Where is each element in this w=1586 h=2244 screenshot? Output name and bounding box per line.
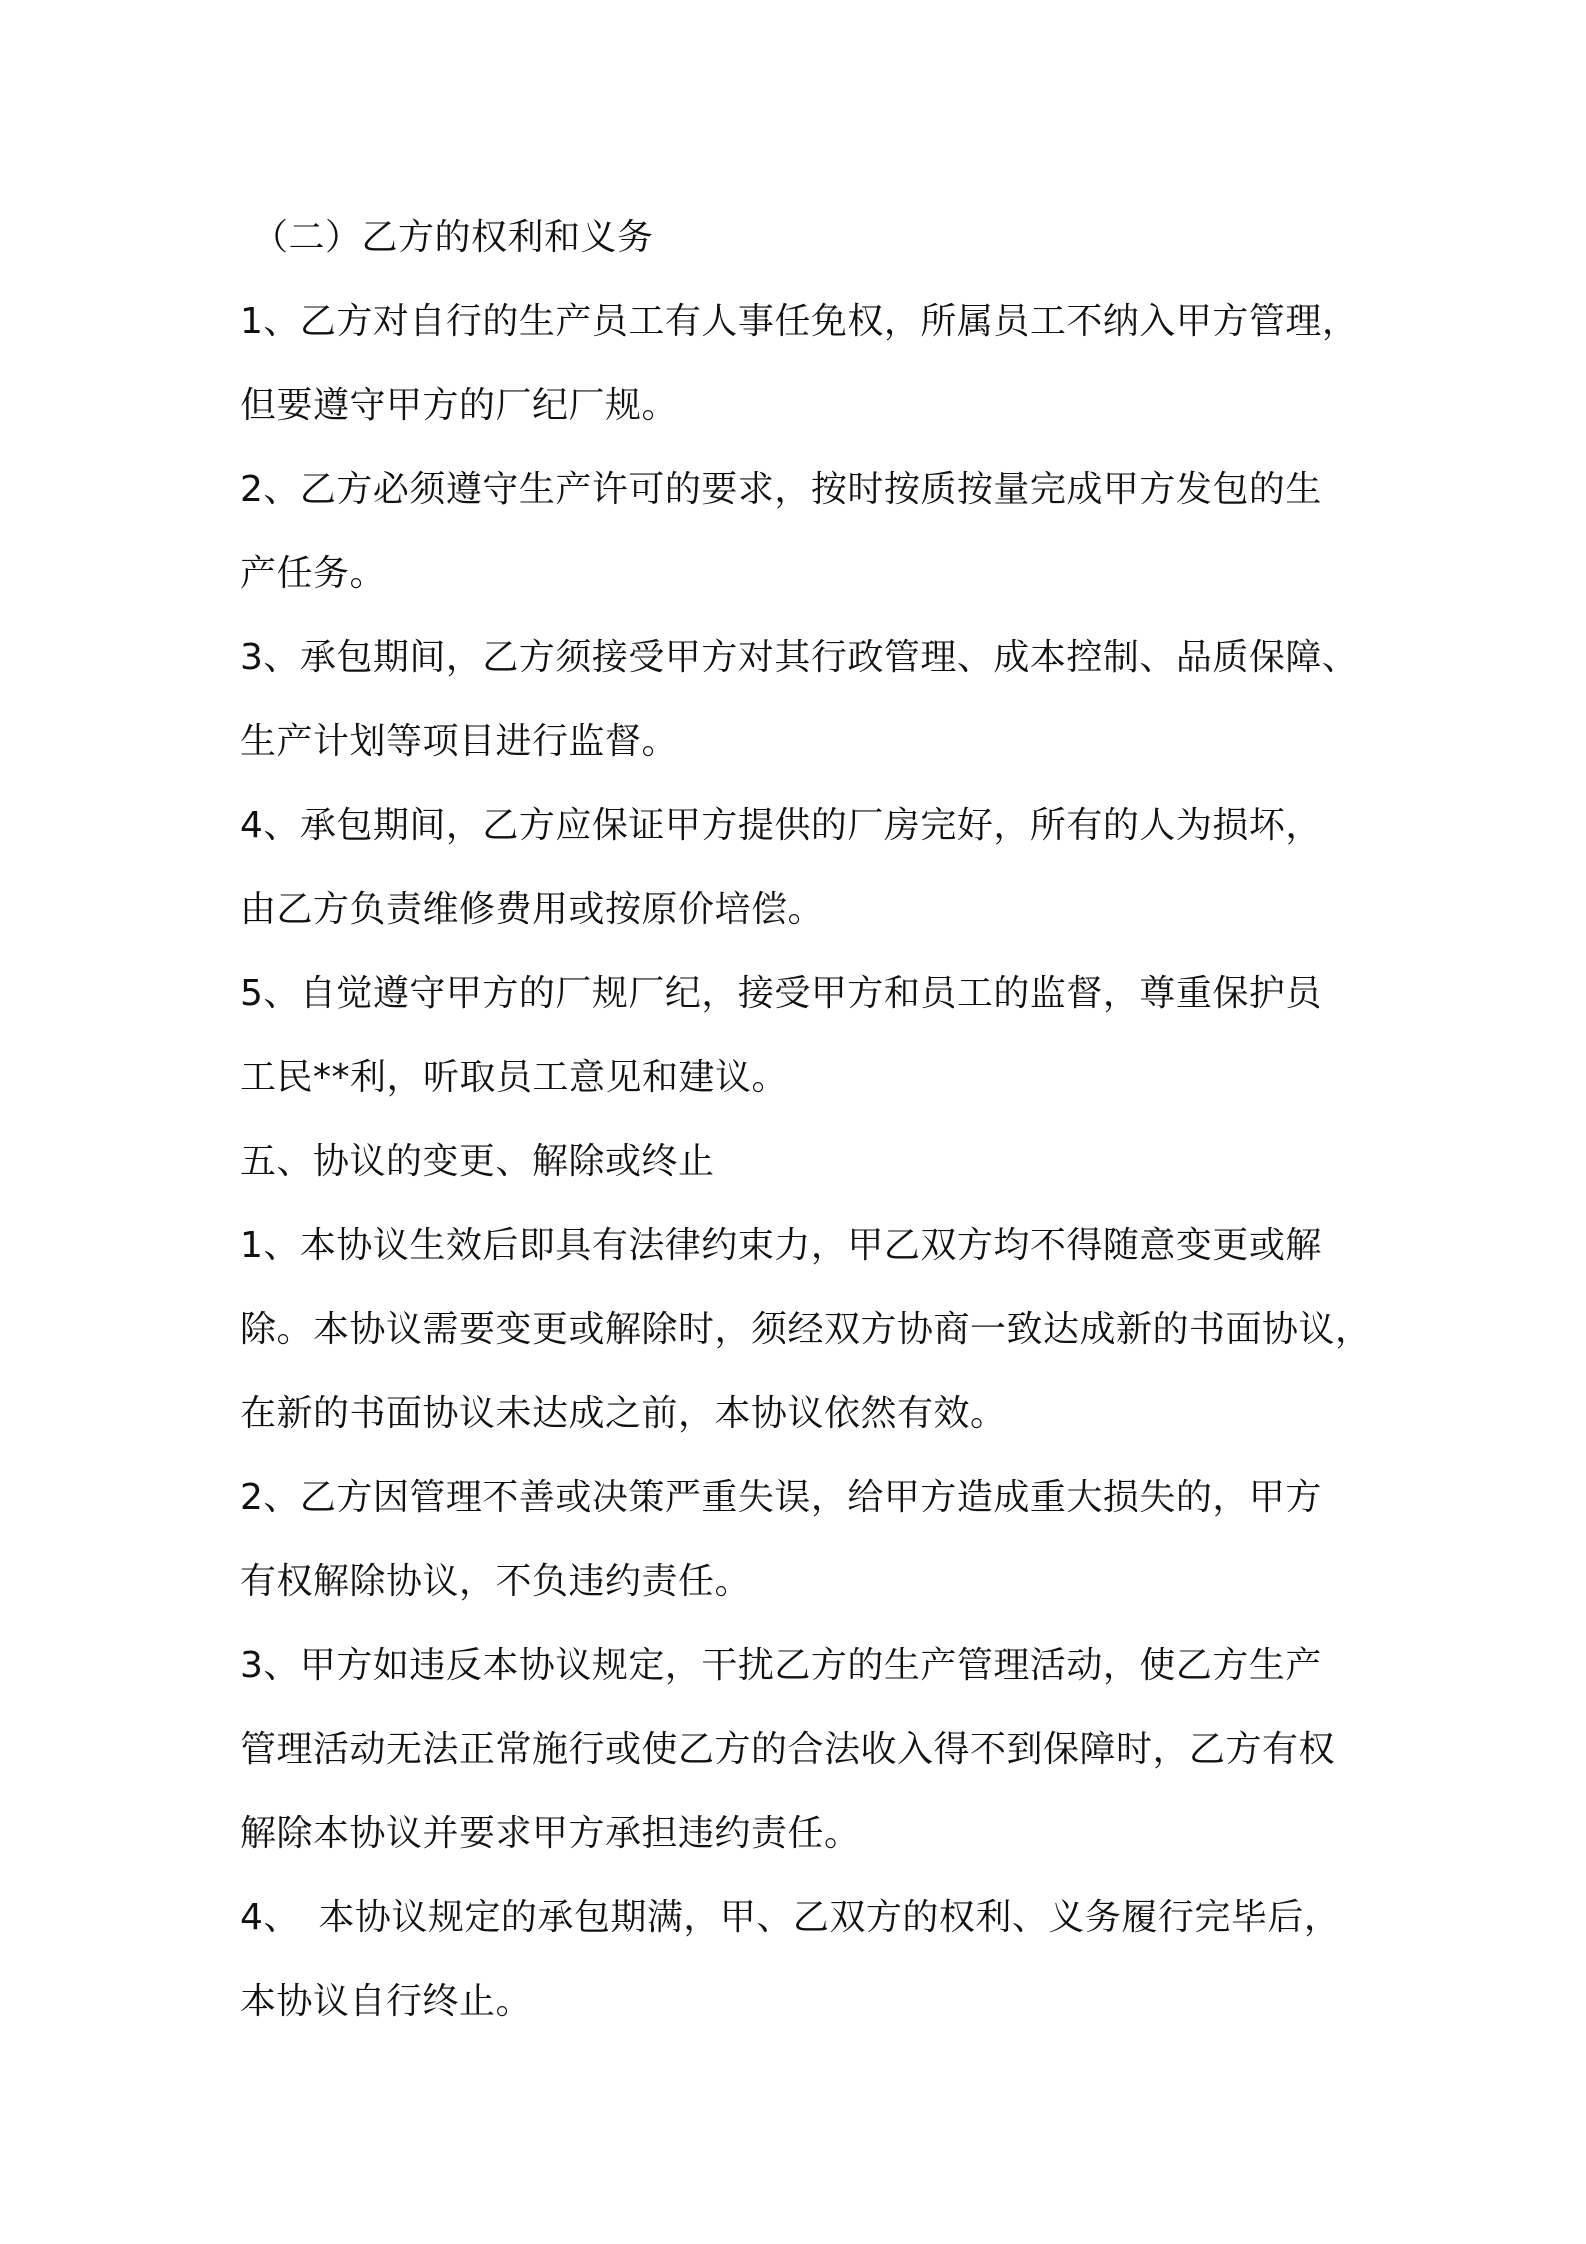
text-line: 5、自觉遵守甲方的厂规厂纪，接受甲方和员工的监督，尊重保护员 (240, 973, 1322, 1014)
text-line: 2、乙方因管理不善或决策严重失误，给甲方造成重大损失的，甲方 (240, 1477, 1322, 1518)
text-line: 工民**利，听取员工意见和建议。 (240, 1057, 789, 1098)
text-line: 生产计划等项目进行监督。 (240, 721, 679, 762)
text-line: 4、承包期间，乙方应保证甲方提供的厂房完好，所有的人为损坏， (240, 805, 1322, 846)
text-line: 产任务。 (240, 553, 387, 594)
text-line: 1、本协议生效后即具有法律约束力，甲乙双方均不得随意变更或解 (240, 1225, 1322, 1266)
text-line: 管理活动无法正常施行或使乙方的合法收入得不到保障时，乙方有权 (240, 1729, 1336, 1770)
section-heading-agreement-changes: 五、协议的变更、解除或终止 (240, 1141, 715, 1182)
text-line: 1、乙方对自行的生产员工有人事任免权，所属员工不纳入甲方管理， (240, 301, 1359, 342)
text-line: 但要遵守甲方的厂纪厂规。 (240, 385, 679, 426)
text-line: 4、 本协议规定的承包期满，甲、乙双方的权利、义务履行完毕后， (240, 1897, 1341, 1938)
text-line: 3、承包期间，乙方须接受甲方对其行政管理、成本控制、品质保障、 (240, 637, 1359, 678)
text-line: 3、甲方如违反本协议规定，干扰乙方的生产管理活动，使乙方生产 (240, 1645, 1322, 1686)
text-line: 有权解除协议，不负违约责任。 (240, 1561, 752, 1602)
document-body (240, 196, 1370, 2044)
text-line: 在新的书面协议未达成之前，本协议依然有效。 (240, 1393, 1007, 1434)
text-line: 除。本协议需要变更或解除时，须经双方协商一致达成新的书面协议， (240, 1309, 1372, 1350)
text-line: 本协议自行终止。 (240, 1981, 533, 2022)
text-line: 由乙方负责维修费用或按原价培偿。 (240, 889, 825, 930)
text-line: 解除本协议并要求甲方承担违约责任。 (240, 1813, 861, 1854)
text-line: 2、乙方必须遵守生产许可的要求，按时按质按量完成甲方发包的生 (240, 469, 1322, 510)
section-heading-party-b-rights: （二）乙方的权利和义务 (252, 217, 654, 258)
